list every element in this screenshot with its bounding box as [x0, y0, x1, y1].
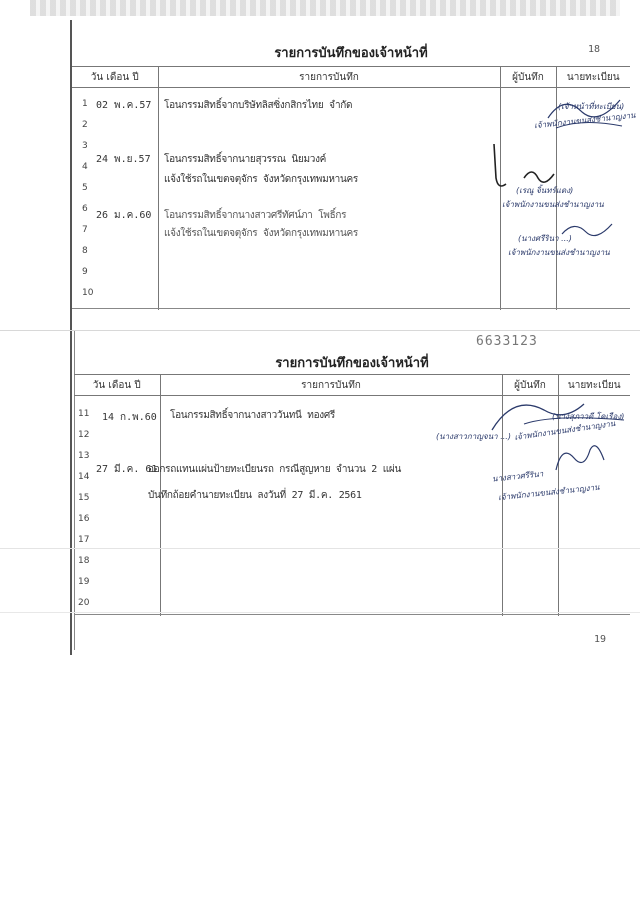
row-number: 16 [78, 514, 90, 524]
official-stamp: เจ้าพนักงานขนส่งชำนาญงาน [533, 110, 636, 131]
row-number: 12 [78, 430, 90, 440]
header-recorder: ผู้บันทึก [502, 375, 558, 396]
entry-column [160, 396, 502, 616]
header-recorder: ผู้บันทึก [500, 67, 556, 88]
entry-text: โอนกรรมสิทธิ์จากนางสาววันทนี ทองศรี [170, 410, 335, 421]
row-number: 1 [82, 99, 88, 109]
official-stamp: เจ้าพนักงานขนส่งชำนาญงาน [497, 482, 600, 503]
row-number: 19 [78, 577, 90, 587]
official-stamp: (นางสุภาวดี โคเรือง) [552, 412, 625, 421]
row-number: 9 [82, 267, 88, 277]
record-sheet-1 [72, 18, 636, 328]
header-date: วัน เดือน ปี [72, 67, 158, 88]
signature [550, 440, 610, 480]
table-bottom-border [74, 614, 630, 615]
entry-date: 14 ก.พ.60 [102, 412, 157, 423]
serial-number: 6633123 [476, 334, 538, 349]
official-stamp: เจ้าพนักงานขนส่งชำนาญงาน [502, 200, 604, 209]
entry-date: 26 ม.ค.60 [96, 210, 152, 221]
header-registrar: นายทะเบียน [556, 67, 630, 88]
entry-date: 27 มี.ค. 61 [96, 464, 158, 475]
header-entry: รายการบันทึก [160, 375, 502, 396]
record-sheet-2 [74, 334, 630, 645]
sheet-title: รายการบันทึกของเจ้าหน้าที่ [275, 356, 429, 371]
entry-date: 24 พ.ย.57 [96, 154, 151, 165]
entry-text: โอนกรรมสิทธิ์จากนางสาวศรีทัศน์ภา โพธิ์กร [164, 210, 347, 221]
header-entry: รายการบันทึก [158, 67, 500, 88]
header-registrar: นายทะเบียน [558, 375, 630, 396]
row-number: 5 [82, 183, 88, 193]
row-number: 6 [82, 204, 88, 214]
row-number: 8 [82, 246, 88, 256]
official-stamp: (เจ้าหน้าที่ทะเบียน) [558, 102, 625, 111]
row-number: 20 [78, 598, 90, 608]
row-number: 18 [78, 556, 90, 566]
official-stamp: นางสาวศรีรินา [491, 469, 544, 484]
official-stamp: เจ้าพนักงานขนส่งชำนาญงาน [513, 418, 616, 443]
row-number: 15 [78, 493, 90, 503]
fold-line [0, 330, 640, 331]
entry-column [158, 88, 500, 310]
page-number: 18 [588, 44, 601, 55]
page-number: 19 [594, 634, 607, 645]
entry-text: แจ้งใช้รถในเขตจตุจักร จังหวัดกรุงเทพมหานคร [164, 174, 358, 185]
entry-text: โอนกรรมสิทธิ์จากบริษัทลิสซิ่งกสิกรไทย จำกัด [164, 100, 353, 111]
row-number: 14 [78, 472, 90, 482]
table-bottom-border [72, 308, 630, 309]
row-number: 2 [82, 120, 88, 130]
row-number: 17 [78, 535, 90, 545]
entry-text: โอนกรรมสิทธิ์จากนายสุวรรณ นิยมวงค์ [164, 154, 327, 165]
scan-artifact-top [30, 0, 620, 16]
entry-date: 02 พ.ค.57 [96, 100, 152, 111]
row-number: 4 [82, 162, 88, 172]
entry-text: บันทึกถ้อยคำนายทะเบียน ลงวันที่ 27 มี.ค. 2561 [148, 490, 362, 501]
official-stamp: เจ้าพนักงานขนส่งชำนาญงาน [508, 248, 610, 257]
official-stamp: (นางศรีรินา ...) [518, 234, 572, 243]
official-stamp: (เรณู จิ้นทร์แดง) [516, 186, 574, 195]
entry-text: ออกรถแทนแผ่นป้ายทะเบียนรถ กรณีสูญหาย จำนวน 2 แผ่น [148, 464, 401, 475]
row-number: 10 [82, 288, 94, 298]
fold-line [0, 548, 640, 549]
row-number: 13 [78, 451, 90, 461]
header-date: วัน เดือน ปี [74, 375, 160, 396]
row-number: 3 [82, 141, 88, 151]
row-number: 7 [82, 225, 88, 235]
sheet-title: รายการบันทึกของเจ้าหน้าที่ [274, 46, 428, 61]
row-number-list [78, 404, 89, 614]
entry-text: แจ้งใช้รถในเขตจตุจักร จังหวัดกรุงเทพมหานคร [164, 228, 358, 239]
official-stamp: (นางสาวกาญจนา ...) [436, 432, 511, 441]
row-number-list [82, 94, 93, 304]
row-number: 11 [78, 409, 90, 419]
fold-line [0, 612, 640, 613]
